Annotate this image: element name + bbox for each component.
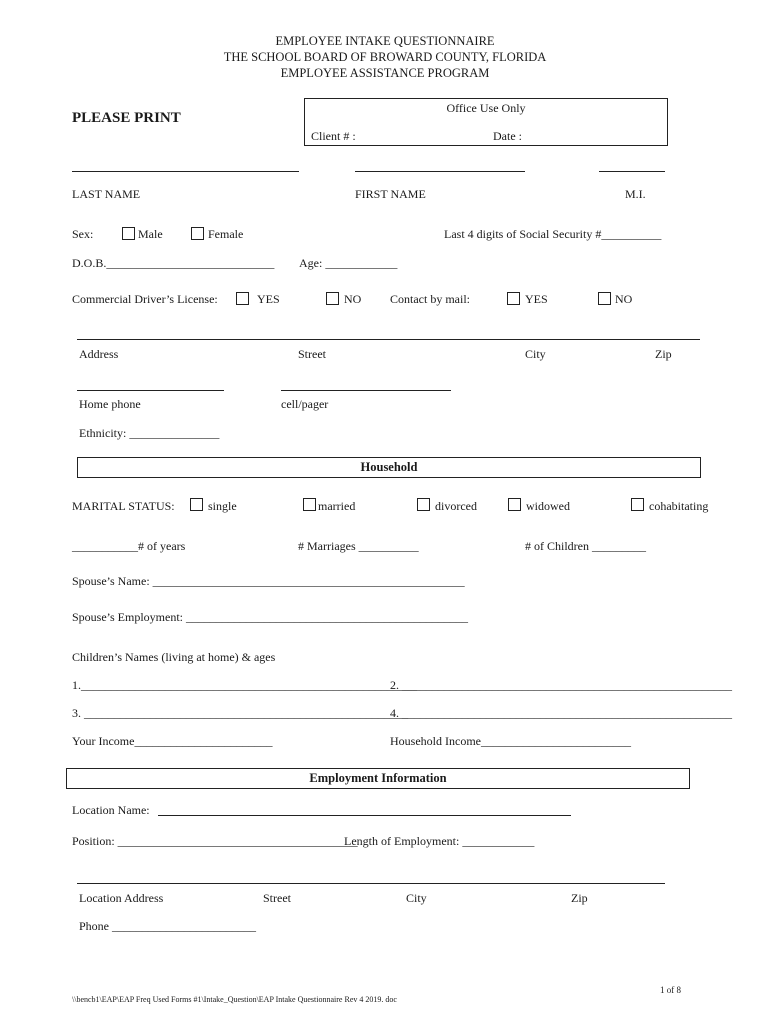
married-label: married [318,499,356,513]
cohabitating-label: cohabitating [649,499,709,513]
contact-yes-checkbox[interactable] [507,292,520,305]
male-label: Male [138,227,163,241]
location-address-label: Location Address [79,891,164,905]
cdl-label: Commercial Driver’s License: [72,292,218,306]
address-label: Address [79,347,119,361]
ethnicity-field[interactable]: Ethnicity: _______________ [79,426,220,440]
first-name-field[interactable] [355,171,525,172]
client-number-label: Client # : [311,129,356,143]
last-name-field[interactable] [72,171,299,172]
ssn-field[interactable]: Last 4 digits of Social Security #__________ [444,227,662,241]
cdl-yes-label: YES [257,292,280,306]
first-name-label: FIRST NAME [355,187,426,201]
marital-status-label: MARITAL STATUS: [72,499,175,513]
dob-field[interactable]: D.O.B.____________________________ [72,256,275,270]
contact-no-checkbox[interactable] [598,292,611,305]
office-date-label: Date : [493,129,522,143]
children-count-field[interactable]: # of Children _________ [525,539,646,553]
household-section-header: Household [77,457,701,478]
cell-pager-field[interactable] [281,390,451,391]
contact-mail-label: Contact by mail: [390,292,470,306]
form-title: EMPLOYEE INTAKE QUESTIONNAIRE [275,34,495,48]
location-name-field[interactable] [158,815,571,816]
spouse-employment-field[interactable]: Spouse’s Employment: _______________________________________________ [72,610,468,624]
home-phone-field[interactable] [77,390,224,391]
office-use-title: Office Use Only [446,101,526,115]
cohabitating-checkbox[interactable] [631,498,644,511]
location-name-label: Location Name: [72,803,150,817]
location-zip-label: Zip [571,891,588,905]
program-name: EMPLOYEE ASSISTANCE PROGRAM [280,66,490,80]
zip-label: Zip [655,347,672,361]
position-field[interactable]: Position: ________________________________________ [72,834,358,848]
page-number: 1 of 8 [660,985,681,995]
female-label: Female [208,227,244,241]
sex-label: Sex: [72,227,94,241]
org-name: THE SCHOOL BOARD OF BROWARD COUNTY, FLORIDA [223,50,547,64]
cell-pager-label: cell/pager [281,397,329,411]
contact-no-label: NO [615,292,633,306]
address-field[interactable] [77,339,700,340]
middle-initial-label: M.I. [625,187,646,201]
location-city-label: City [406,891,427,905]
last-name-label: LAST NAME [72,187,141,201]
single-label: single [208,499,237,513]
location-street-label: Street [263,891,291,905]
file-path: \\bencb1\EAP\EAP Freq Used Forms #1\Intake_Question\EAP Intake Questionnaire Rev 4 2019. doc [72,995,397,1004]
widowed-checkbox[interactable] [508,498,521,511]
male-checkbox[interactable] [122,227,135,240]
employment-section-header: Employment Information [66,768,690,789]
work-phone-field[interactable]: Phone ________________________ [79,919,256,933]
age-field[interactable]: Age: ____________ [299,256,398,270]
years-married-field[interactable]: ___________# of years [72,539,186,553]
divorced-label: divorced [435,499,477,513]
married-checkbox[interactable] [303,498,316,511]
household-income-field[interactable]: Household Income_________________________ [390,734,631,748]
marriages-field[interactable]: # Marriages __________ [298,539,419,553]
office-use-box [304,98,668,146]
divorced-checkbox[interactable] [417,498,430,511]
cdl-yes-checkbox[interactable] [236,292,249,305]
widowed-label: widowed [526,499,570,513]
children-names-label: Children’s Names (living at home) & ages [72,650,276,664]
cdl-no-label: NO [344,292,362,306]
child-4-field[interactable]: 4. _______________________________________________________ [390,706,732,720]
city-label: City [525,347,546,361]
middle-initial-field[interactable] [599,171,665,172]
child-1-field[interactable]: 1.________________________________________________________ [72,678,417,692]
female-checkbox[interactable] [191,227,204,240]
your-income-field[interactable]: Your Income_______________________ [72,734,273,748]
home-phone-label: Home phone [79,397,141,411]
spouse-name-field[interactable]: Spouse’s Name: ____________________________________________________ [72,574,465,588]
single-checkbox[interactable] [190,498,203,511]
length-employment-field[interactable]: Length of Employment: ____________ [344,834,535,848]
please-print-label: PLEASE PRINT [72,110,181,126]
child-2-field[interactable]: 2. _______________________________________________________ [390,678,732,692]
child-3-field[interactable]: 3. ______________________________________________________ [72,706,408,720]
cdl-no-checkbox[interactable] [326,292,339,305]
location-address-field[interactable] [77,883,665,884]
street-label: Street [298,347,326,361]
contact-yes-label: YES [525,292,548,306]
